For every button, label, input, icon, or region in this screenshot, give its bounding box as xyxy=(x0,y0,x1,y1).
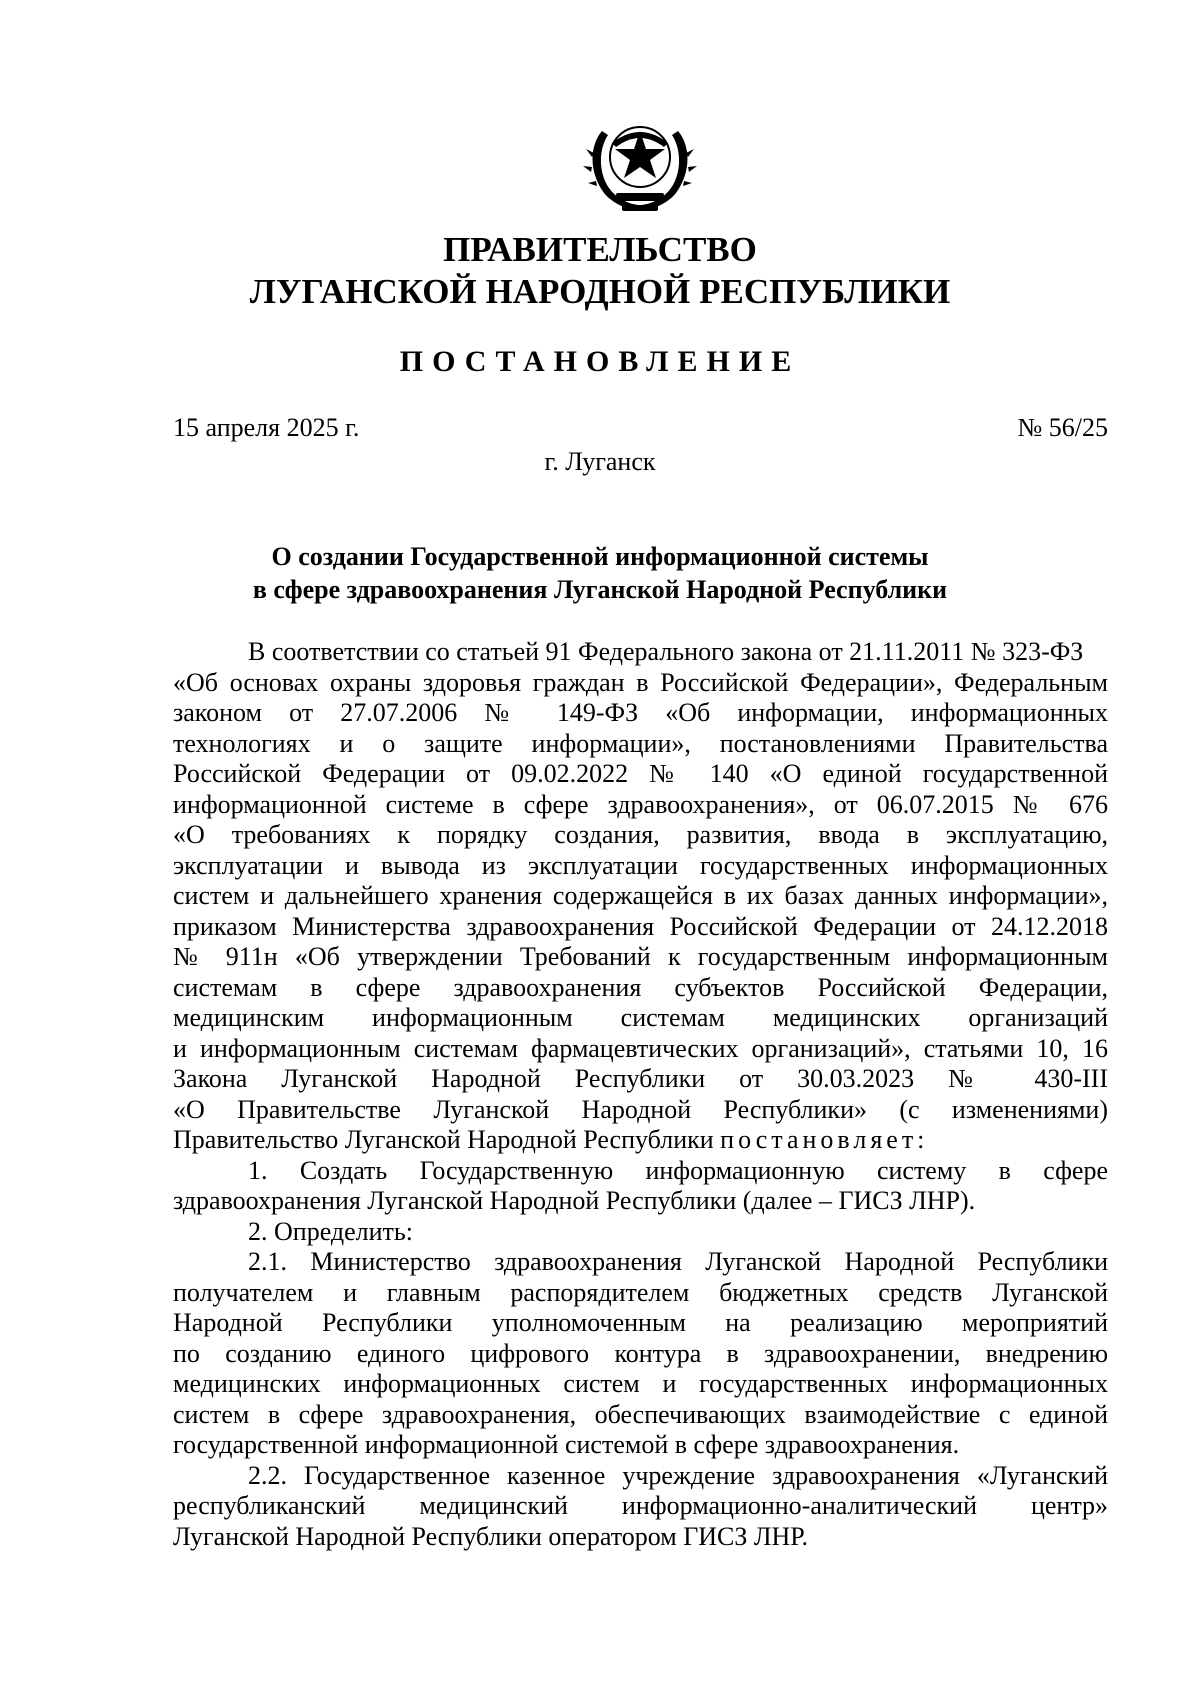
body-line: приказом Министерства здравоохранения Российской Федерации от 24.12.2018 xyxy=(173,911,1108,941)
body-line: «О требованиях к порядку создания, развития, ввода в эксплуатацию, xyxy=(173,820,1108,849)
item-1-line: здравоохранения Луганской Народной Республики (далее – ГИСЗ ЛНР). xyxy=(173,1186,976,1215)
item-2-1-line: Народной Республики уполномоченным на реализацию мероприятий xyxy=(173,1308,1108,1337)
coat-of-arms-emblem xyxy=(582,113,698,219)
document-title xyxy=(0,540,1200,606)
decree-verb: постановляет: xyxy=(720,1125,929,1154)
body-line: и информационным системам фармацевтических организаций», статьями 10, 16 xyxy=(173,1033,1108,1063)
item-2-1-line: по созданию единого цифрового контура в здравоохранении, внедрению xyxy=(173,1338,1108,1368)
body-line: технологиях и о защите информации», постановлениями Правительства xyxy=(173,728,1108,758)
body-line: «Об основах охраны здоровья граждан в Российской Федерации», Федеральным xyxy=(173,667,1108,697)
body-text: Правительство Луганской Народной Республики xyxy=(173,1125,721,1154)
item-2-2-line: 2.2. Государственное казенное учреждение здравоохранения «Луганский xyxy=(248,1460,1108,1490)
body-line: системам в сфере здравоохранения субъектов Российской Федерации, xyxy=(173,972,1108,1002)
body-line: эксплуатации и вывода из эксплуатации государственных информационных xyxy=(173,850,1108,880)
body-line: № 911н «Об утверждении Требований к государственным информационным xyxy=(173,942,1108,971)
government-name-line1: ПРАВИТЕЛЬСТВО xyxy=(443,230,757,269)
item-2-line: 2. Определить: xyxy=(248,1216,413,1246)
body-line: Закона Луганской Народной Республики от 30.03.2023 № 430-III xyxy=(173,1064,1108,1093)
body-line: «О Правительстве Луганской Народной Республики» (с изменениями) xyxy=(173,1094,1108,1124)
document-date: 15 апреля 2025 г. xyxy=(173,413,360,442)
document-number: № 56/25 xyxy=(1017,413,1108,442)
document-type: ПОСТАНОВЛЕНИЕ xyxy=(399,345,801,378)
body-line xyxy=(173,1125,1108,1156)
title-line: в сфере здравоохранения Луганской Народной Республики xyxy=(252,575,948,604)
body-line: медицинским информационным системам медицинских организаций xyxy=(173,1003,1108,1032)
item-2-2-line: Луганской Народной Республики оператором ГИСЗ ЛНР. xyxy=(173,1521,809,1551)
body-line: В соответствии со статьей 91 Федерального закона от 21.11.2011 № 323-ФЗ xyxy=(248,637,1084,666)
item-2-1-line: получателем и главным распорядителем бюджетных средств Луганской xyxy=(173,1277,1108,1307)
document-city: г. Луганск xyxy=(544,447,656,476)
document-body xyxy=(173,637,1108,1552)
body-line: Российской Федерации от 09.02.2022 № 140 «О единой государственной xyxy=(173,759,1108,788)
item-2-1-line: государственной информационной системой в сфере здравоохранения. xyxy=(173,1430,960,1459)
government-name-line2: ЛУГАНСКОЙ НАРОДНОЙ РЕСПУБЛИКИ xyxy=(249,272,951,311)
item-2-1-line: медицинских информационных систем и государственных информационных xyxy=(173,1369,1108,1398)
body-line: информационной системе в сфере здравоохранения», от 06.07.2015 № 676 xyxy=(173,789,1108,819)
title-line: О создании Государственной информационной системы xyxy=(271,542,929,571)
item-2-1-line: систем в сфере здравоохранения, обеспечивающих взаимодействие с единой xyxy=(173,1399,1108,1429)
item-1-line: 1. Создать Государственную информационную систему в сфере xyxy=(248,1155,1108,1185)
body-line: законом от 27.07.2006 № 149-ФЗ «Об информации, информационных xyxy=(173,698,1108,727)
item-2-2-line: республиканский медицинский информационно-аналитический центр» xyxy=(173,1491,1108,1520)
body-line: систем и дальнейшего хранения содержащейся в их базах данных информации», xyxy=(173,881,1108,910)
item-2-1-line: 2.1. Министерство здравоохранения Луганской Народной Республики xyxy=(248,1247,1108,1276)
